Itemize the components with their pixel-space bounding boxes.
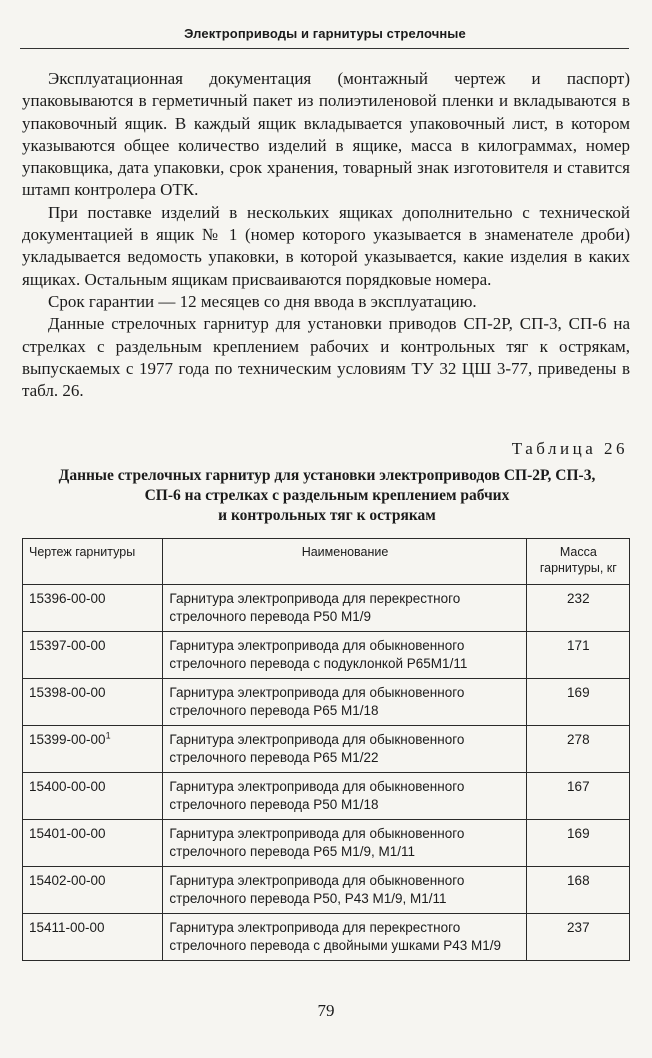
table-label: Таблица 26 (511, 439, 628, 458)
cell-name: Гарнитура электропривода для перекрестного стрелочного перевода с двойными ушками Р43 М1/9 (163, 914, 526, 961)
cell-drawing: 15396-00-00 (23, 585, 163, 632)
cell-name: Гарнитура электропривода для обыкновенного стрелочного перевода Р65 М1/18 (163, 679, 526, 726)
header-name: Наименование (163, 539, 526, 585)
table-row (23, 820, 630, 867)
header-mass: Масса гарнитуры, кг (526, 539, 629, 585)
header-drawing: Чертеж гарнитуры (23, 539, 163, 585)
cell-drawing: 15397-00-00 (23, 632, 163, 679)
paragraph: Эксплуатационная документация (монтажный чертеж и паспорт) упаковываются в герметичный пакет из полиэтиленовой пленки и вкладываются в упаковочный ящик. В каждый ящик вкладывается упаковочный лист, в котором указываются общее количество изделий в ящике, масса в килограммах, номер упаковщика, дата упаковки, срок хранения, товарный знак изготовителя и ставится штамп контролера ОТК. (22, 69, 630, 200)
table-row (23, 867, 630, 914)
cell-drawing: 15400-00-00 (23, 773, 163, 820)
table-title-line: СП-6 на стрелках с раздельным креплением рабчих (144, 487, 510, 504)
cell-drawing: 15402-00-00 (23, 867, 163, 914)
cell-mass: 169 (526, 679, 629, 726)
cell-drawing: 15398-00-00 (23, 679, 163, 726)
cell-name: Гарнитура электропривода для обыкновенного стрелочного перевода Р65 М1/22 (163, 726, 526, 773)
table-header-row (23, 539, 630, 585)
table-row (23, 585, 630, 632)
table-row (23, 679, 630, 726)
footnote-mark: 1 (105, 730, 111, 741)
paragraph: Данные стрелочных гарнитур для установки приводов СП-2Р, СП-3, СП-6 на стрелках с раздельным креплением рабочих и контрольных тяг к острякам, выпускаемых с 1977 года по техническим условиям ТУ 32 ЦШ 3-77, приведены в табл. 26. (22, 314, 630, 401)
cell-mass: 167 (526, 773, 629, 820)
cell-mass: 168 (526, 867, 629, 914)
paragraph: При поставке изделий в нескольких ящиках дополнительно с технической документацией в ящик № 1 (номер которого указывается в знаменателе дроби) укладывается ведомость упаковки, в которой указывается, какие изделия в каких ящиках. Остальным ящикам присваиваются порядковые номера. (22, 202, 630, 289)
cell-drawing: 15401-00-00 (23, 820, 163, 867)
cell-name: Гарнитура электропривода для обыкновенного стрелочного перевода Р65 М1/9, М1/11 (163, 820, 526, 867)
paragraph: Срок гарантии — 12 месяцев со дня ввода в эксплуатацию. (48, 291, 477, 311)
table-title-line: и контрольных тяг к острякам (218, 507, 436, 524)
table-title (22, 466, 632, 526)
cell-drawing: $15399-00-00^1$ (23, 726, 163, 773)
cell-mass: 232 (526, 585, 629, 632)
page-number: 79 (317, 1001, 335, 1020)
cell-mass: 171 (526, 632, 629, 679)
cell-mass: 237 (526, 914, 629, 961)
cell-mass: 278 (526, 726, 629, 773)
table-title-line: Данные стрелочных гарнитур для установки электроприводов СП-2Р, СП-3, (58, 467, 596, 484)
table-row (23, 914, 630, 961)
cell-name: Гарнитура электропривода для обыкновенного стрелочного перевода Р50, Р43 М1/9, М1/11 (163, 867, 526, 914)
table-row (23, 726, 630, 773)
cell-mass: 169 (526, 820, 629, 867)
header-rule (20, 48, 629, 49)
table-row (23, 773, 630, 820)
running-head: Электроприводы и гарнитуры стрелочные (184, 26, 466, 41)
cell-name: Гарнитура электропривода для перекрестного стрелочного перевода Р50 М1/9 (163, 585, 526, 632)
cell-drawing: 15411-00-00 (23, 914, 163, 961)
cell-name: Гарнитура электропривода для обыкновенного стрелочного перевода с подуклонкой Р65М1/11 (163, 632, 526, 679)
cell-name: Гарнитура электропривода для обыкновенного стрелочного перевода Р50 М1/18 (163, 773, 526, 820)
table-row (23, 632, 630, 679)
garniture-table (22, 538, 630, 961)
body-text (22, 68, 630, 402)
